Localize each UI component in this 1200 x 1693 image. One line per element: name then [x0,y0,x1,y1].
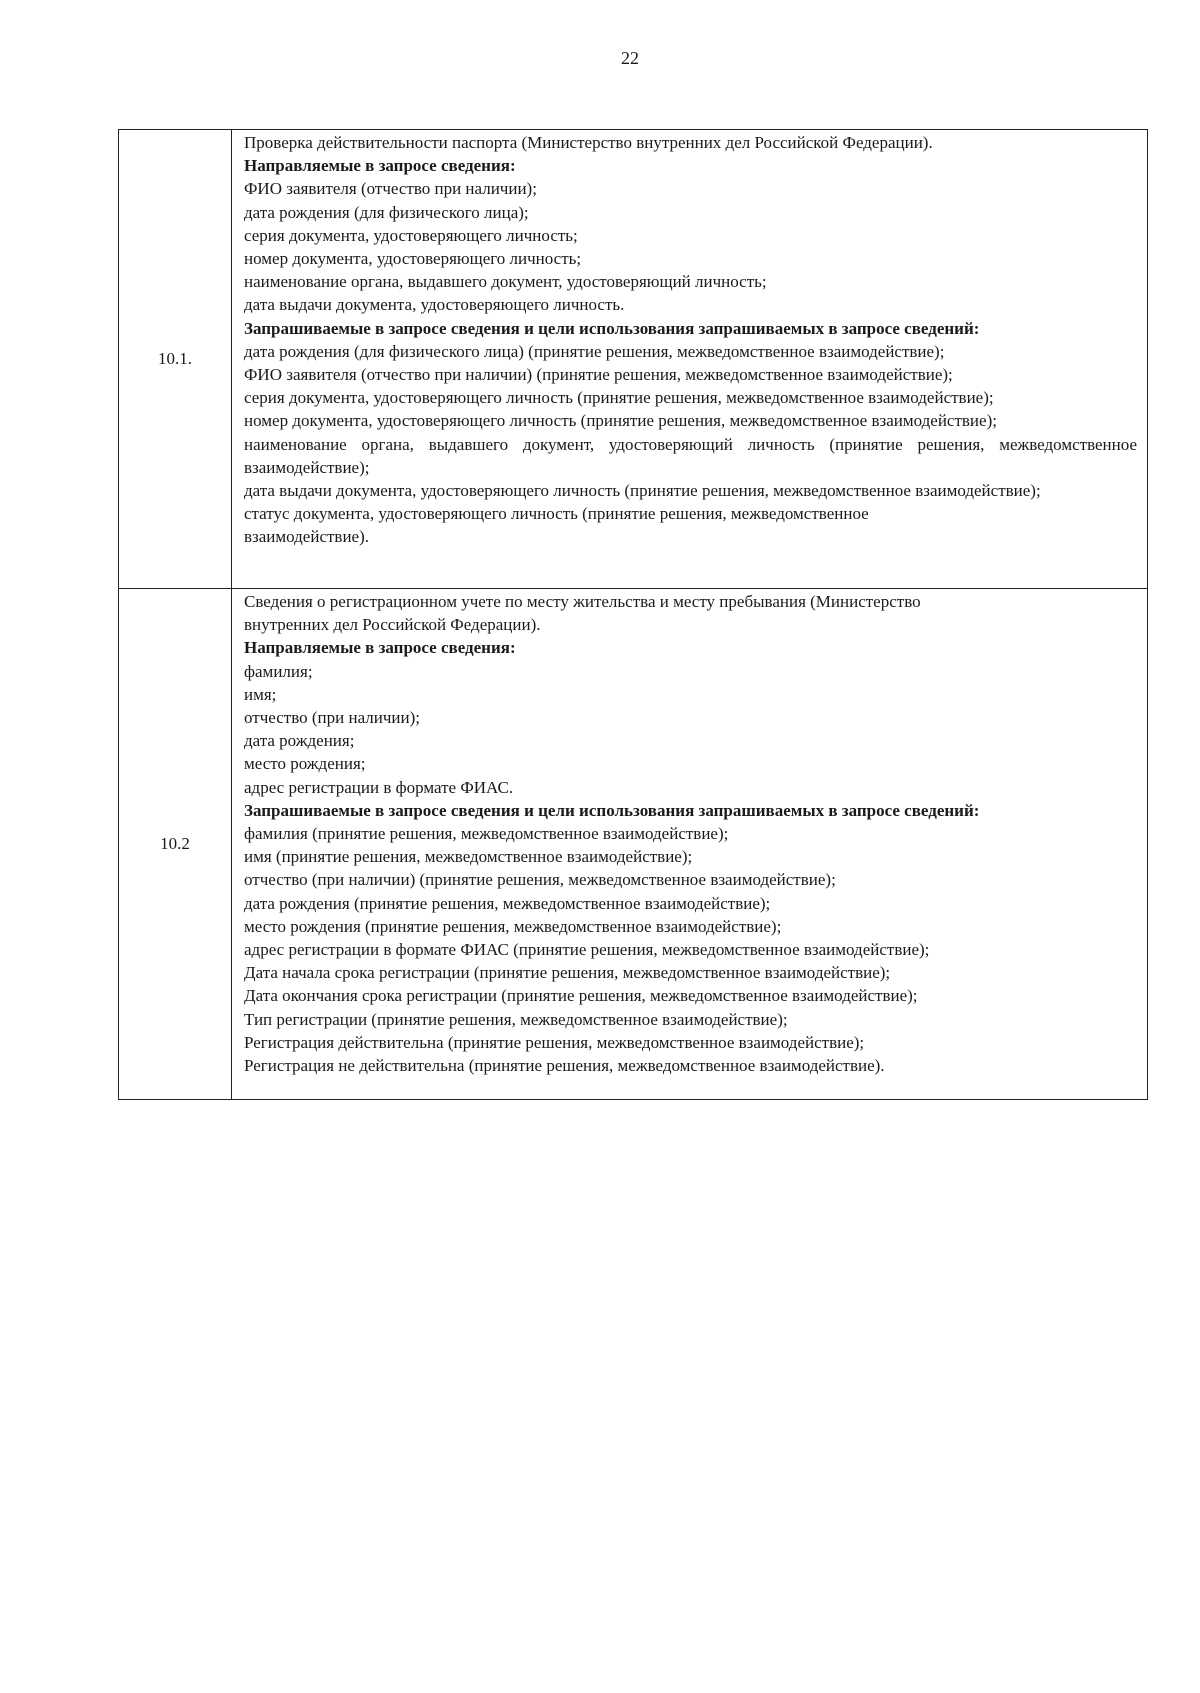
text-line: внутренних дел Российской Федерации). [244,615,541,635]
text-line: дата выдачи документа, удостоверяющего личность (принятие решения, межведомственное взаимодействие); [244,481,1041,501]
text-line: Дата начала срока регистрации (принятие решения, межведомственное взаимодействие); [244,963,891,983]
text-line: фамилия (принятие решения, межведомственное взаимодействие); [244,824,729,844]
text-line: серия документа, удостоверяющего личность; [244,225,578,245]
text-line: Регистрация не действительна (принятие решения, межведомственное взаимодействие). [244,1056,885,1076]
text-line: Регистрация действительна (принятие решения, межведомственное взаимодействие); [244,1032,865,1052]
text-line: Проверка действительности паспорта (Министерство внутренних дел Российской Федерации). [244,133,933,152]
row-content [232,589,1148,1100]
text-line: взаимодействие). [244,527,370,547]
section-heading: Запрашиваемые в запросе сведения и цели использования запрашиваемых в запросе сведений: [244,800,980,820]
section-heading: Направляемые в запросе сведения: [244,638,516,658]
text-line: номер документа, удостоверяющего личность (принятие решения, межведомственное взаимодействие); [244,411,997,431]
table-row [119,589,1148,1100]
text-line: имя; [244,684,277,704]
text-line: отчество (при наличии); [244,708,420,728]
text-line: дата рождения (для физического лица) (принятие решения, межведомственное взаимодействие); [244,341,945,361]
text-line: место рождения (принятие решения, межведомственное взаимодействие); [244,916,782,936]
text-line: отчество (при наличии) (принятие решения, межведомственное взаимодействие); [244,870,836,890]
row-number: 10.1. [119,130,232,589]
text-line: Сведения о регистрационном учете по месту жительства и месту пребывания (Министерство [244,592,921,611]
section-heading: Направляемые в запросе сведения: [244,156,516,176]
text-line: место рождения; [244,754,366,774]
row-content [232,130,1148,589]
text-line: наименование органа, выдавшего документ, удостоверяющий личность (принятие решения, межведомственное взаимодействие); [244,434,1137,477]
text-line: статус документа, удостоверяющего личность (принятие решения, межведомственное [244,504,869,524]
text-line: адрес регистрации в формате ФИАС. [244,777,514,797]
text-line: фамилия; [244,661,313,681]
text-line: Тип регистрации (принятие решения, межведомственное взаимодействие); [244,1009,788,1029]
text-line: ФИО заявителя (отчество при наличии); [244,179,537,199]
text-line: дата рождения (для физического лица); [244,202,529,222]
table-row [119,130,1148,589]
text-line: наименование органа, выдавшего документ, удостоверяющий личность; [244,272,767,292]
text-line: ФИО заявителя (отчество при наличии) (принятие решения, межведомственное взаимодействие); [244,365,953,385]
text-line: дата рождения (принятие решения, межведомственное взаимодействие); [244,893,771,913]
text-line: имя (принятие решения, межведомственное взаимодействие); [244,847,693,867]
requests-table [118,129,1148,1100]
text-line: номер документа, удостоверяющего личность; [244,249,582,269]
text-line: дата рождения; [244,731,355,751]
text-line: серия документа, удостоверяющего личность (принятие решения, межведомственное взаимодействие); [244,388,994,408]
text-line: Дата окончания срока регистрации (принятие решения, межведомственное взаимодействие); [244,986,918,1006]
section-heading: Запрашиваемые в запросе сведения и цели использования запрашиваемых в запросе сведений: [244,318,980,338]
page-number: 22 [621,48,639,68]
text-line: адрес регистрации в формате ФИАС (принятие решения, межведомственное взаимодействие); [244,940,930,960]
text-line: дата выдачи документа, удостоверяющего личность. [244,295,625,315]
row-number: 10.2 [119,589,232,1100]
